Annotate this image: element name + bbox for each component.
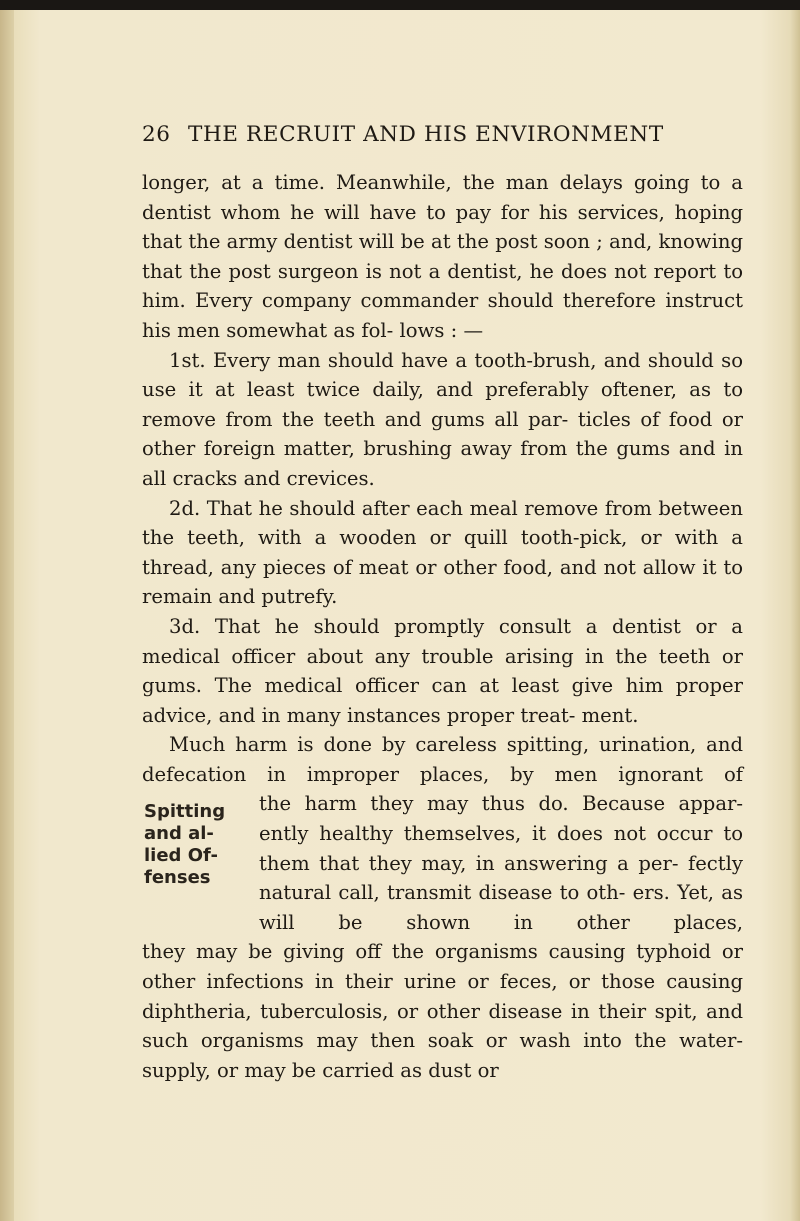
running-head	[142, 122, 732, 147]
running-title: THE RECRUIT AND HIS ENVIRONMENT	[188, 122, 664, 147]
paragraph-4: 3d. That he should promptly consult a dentist or a medical officer about any trouble arising in the teeth or gums. The medical officer can at least give him proper advice, and in many instances proper treat- ment.	[142, 614, 743, 727]
page-gutter	[0, 10, 14, 1221]
sidenote-line: fenses	[144, 867, 211, 889]
paragraph-2: 1st. Every man should have a tooth-brush, and should so use it at least twice daily, and preferably oftener, as to remove from the teeth and gums all par- ticles of food or other foreign matter, brushing away from the gums and in all cracks and crevices.	[142, 348, 743, 490]
sidenote-line: lied Of-	[144, 845, 218, 867]
body-text	[142, 168, 743, 1085]
sidenote-line: and al-	[144, 823, 214, 845]
sidenote-wrap-block	[142, 789, 743, 937]
sidenote-line: Spitting	[144, 801, 226, 823]
marginal-sidenote	[144, 801, 254, 889]
scan-top-border	[0, 0, 800, 10]
paragraph-5-wrapped: the harm they may thus do. Because appar- ently healthy themselves, it does not occur to them that they may, in answering a per- fectly natural call, transmit disease to oth- ers. Yet, as will be shown in other places,	[259, 792, 743, 934]
paragraph-3: 2d. That he should after each meal remove from between the teeth, with a wooden or quill tooth-pick, or with a thread, any pieces of meat or other food, and not allow it to remain and putrefy.	[142, 496, 743, 609]
paragraph-5-intro: Much harm is done by careless spitting, urination, and defecation in improper places, by men ignorant of	[142, 733, 743, 786]
page-number: 26	[142, 122, 171, 147]
paragraph-1: longer, at a time. Meanwhile, the man delays going to a dentist whom he will have to pay for his services, hoping that the army dentist will be at the post soon ; and, knowing that the post surgeon is not a dentist, he does not report to him. Every company commander should therefore instruct his men somewhat as fol- lows : —	[142, 171, 743, 342]
paragraph-5-rest: they may be giving off the organisms causing typhoid or other infections in their urine or feces, or those causing diphtheria, tuberculosis, or other disease in their spit, and such organisms may then soak or wash into the water-supply, or may be carried as dust or	[142, 940, 743, 1082]
